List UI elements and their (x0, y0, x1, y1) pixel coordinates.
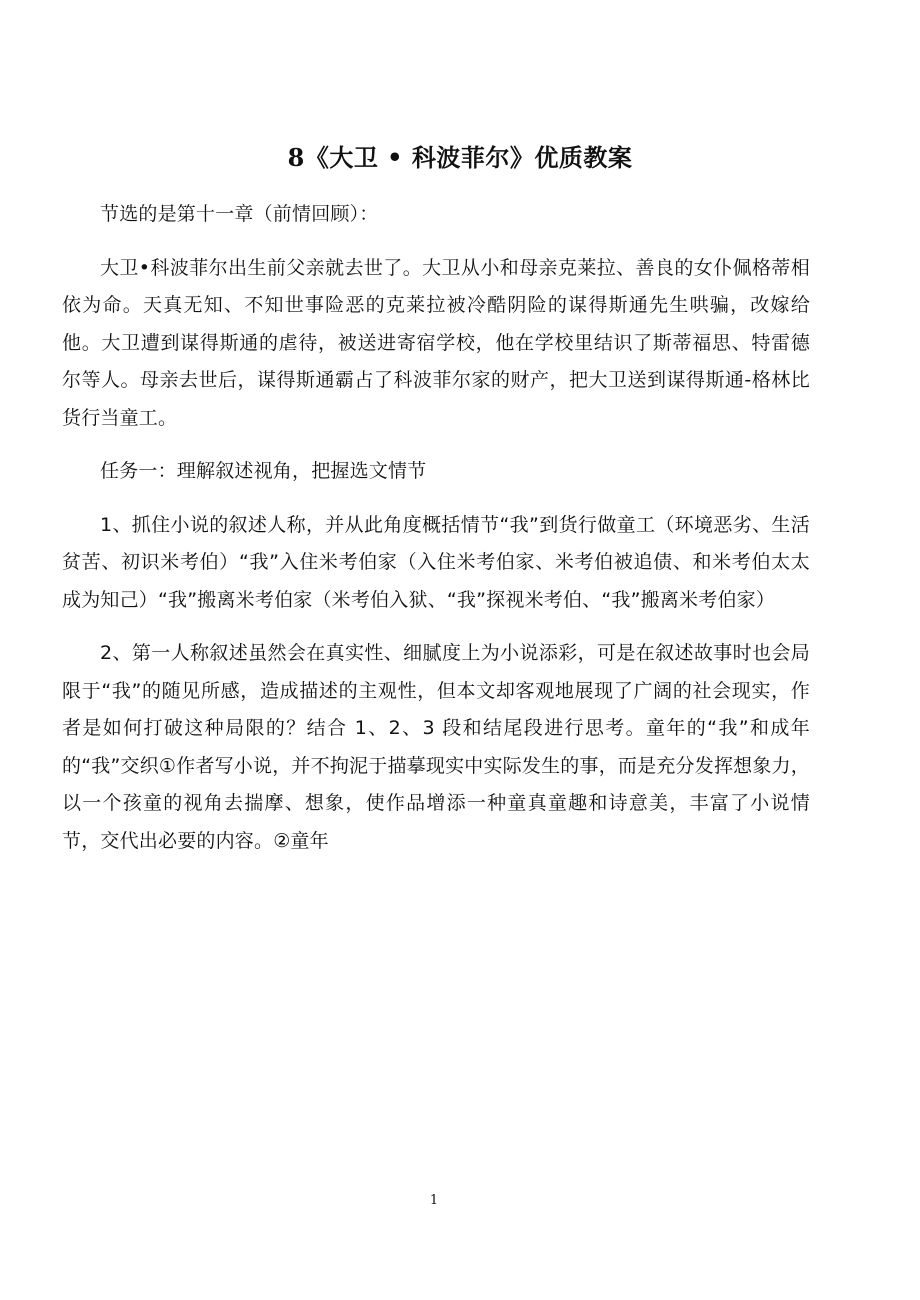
background-paragraph: 大卫•科波菲尔出生前父亲就去世了。大卫从小和母亲克莱拉、善良的女仆佩格蒂相依为命。天真无知、不知世事险恶的克莱拉被冷酷阴险的谋得斯通先生哄骗，改嫁给他。大卫遭到谋得斯通的虐待，被送进寄宿学校，他在学校里结识了斯蒂福思、特雷德尔等人。母亲去世后，谋得斯通霸占了科波菲尔家的财产，把大卫送到谋得斯通-格林比货行当童工。 (62, 256, 810, 429)
task-heading: 任务一：理解叙述视角，把握选文情节 (100, 460, 427, 482)
page-number: 1 (429, 1193, 439, 1208)
document-title: 8《大卫 • 科波菲尔》优质教案 (287, 143, 633, 172)
task-item-1: 1、抓住小说的叙述人称，并从此角度概括情节“我”到货行做童工（环境恶劣、生活贫苦、初识米考伯）“我”入住米考伯家（入住米考伯家、米考伯被追债、和米考伯太太成为知己）“我”搬离米考伯家（米考伯入狱、“我”探视米考伯、“我”搬离米考伯家） (62, 513, 810, 611)
intro-paragraph: 节选的是第十一章（前情回顾）： (100, 203, 379, 225)
document-body (62, 196, 810, 860)
task-item-2: 2、第一人称叙述虽然会在真实性、细腻度上为小说添彩，可是在叙述故事时也会局限于“我”的随见所感，造成描述的主观性，但本文却客观地展现了广阔的社会现实，作者是如何打破这种局限的？结合 1、2、3 段和结尾段进行思考。童年的“我”和成年的“我”交织①作者写小说，并不拘泥于描摹现实中实际发生的事，而是充分发挥想象力，以一个孩童的视角去揣摩、想象，使作品增添一种童真童趣和诗意美，丰富了小说情节，交代出必要的内容。②童年 (62, 642, 810, 852)
